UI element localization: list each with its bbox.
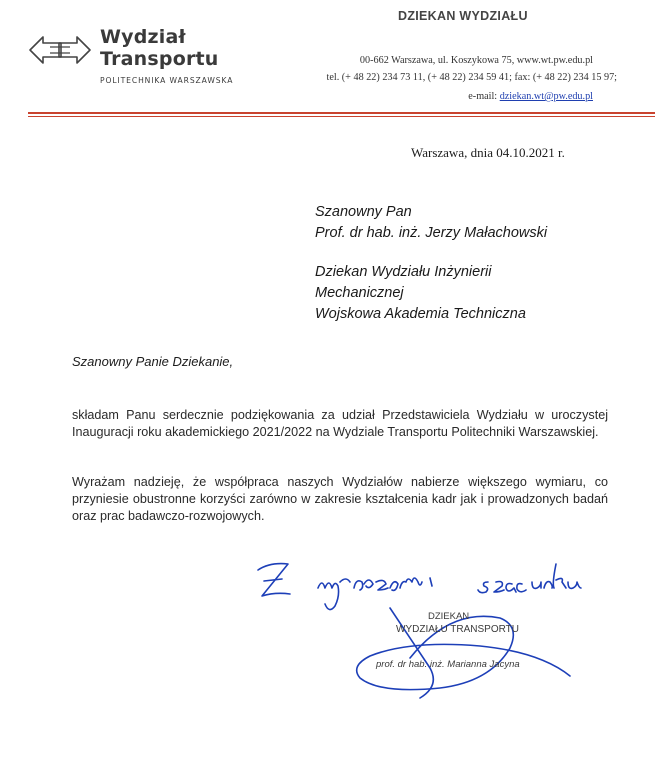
email-line xyxy=(468,91,593,102)
recipient-position-line1: Dziekan Wydziału Inżynierii xyxy=(315,264,492,280)
logo-title-line2: Transportu xyxy=(100,48,219,70)
stamp-line3: prof. dr hab. inż. Marianna Jacyna xyxy=(376,659,520,670)
letter-paragraph-2: Wyrażam nadzieję, że współpraca naszych Wydziałów nabierze większego wymiaru, co przyniesie obustronne korzyści zarówno w zakresie kształcenia kadr jak i prowadzonych badań oraz prac badawczo-rozwojowych. xyxy=(72,475,608,523)
header-divider-top xyxy=(28,112,655,114)
recipient-name: Prof. dr hab. inż. Jerzy Małachowski xyxy=(315,225,548,241)
header-divider-bottom xyxy=(28,116,655,117)
dean-title: DZIEKAN WYDZIAŁU xyxy=(398,9,528,23)
logo-title-line1: Wydział xyxy=(100,26,186,48)
address-line: 00-662 Warszawa, ul. Koszykowa 75, www.wt.pw.edu.pl xyxy=(359,55,593,66)
stamp-line1: DZIEKAN xyxy=(428,611,470,622)
recipient-salutation: Szanowny Pan xyxy=(315,204,412,220)
logo-subtitle: POLITECHNIKA WARSZAWSKA xyxy=(100,76,234,85)
letter-paragraph-1: składam Panu serdecznie podziękowania za udział Przedstawiciela Wydziału w uroczystej Inauguracji roku akademickiego 2021/2022 na Wydziale Transportu Politechniki Warszawskiej. xyxy=(72,408,608,439)
email-label: e-mail: xyxy=(468,91,500,102)
recipient-position-line2: Mechanicznej xyxy=(315,285,404,301)
letter-date: Warszawa, dnia 04.10.2021 r. xyxy=(411,145,565,160)
faculty-logo-icon xyxy=(28,26,92,74)
recipient-institution: Wojskowa Akademia Techniczna xyxy=(315,306,526,322)
phone-line: tel. (+ 48 22) 234 73 11, (+ 48 22) 234 59 41; fax: (+ 48 22) 234 15 97; xyxy=(326,72,617,83)
email-link[interactable]: dziekan.wt@pw.edu.pl xyxy=(499,91,593,102)
letter-greeting: Szanowny Panie Dziekanie, xyxy=(72,354,234,369)
stamp-line2: WYDZIAŁU TRANSPORTU xyxy=(396,624,519,635)
